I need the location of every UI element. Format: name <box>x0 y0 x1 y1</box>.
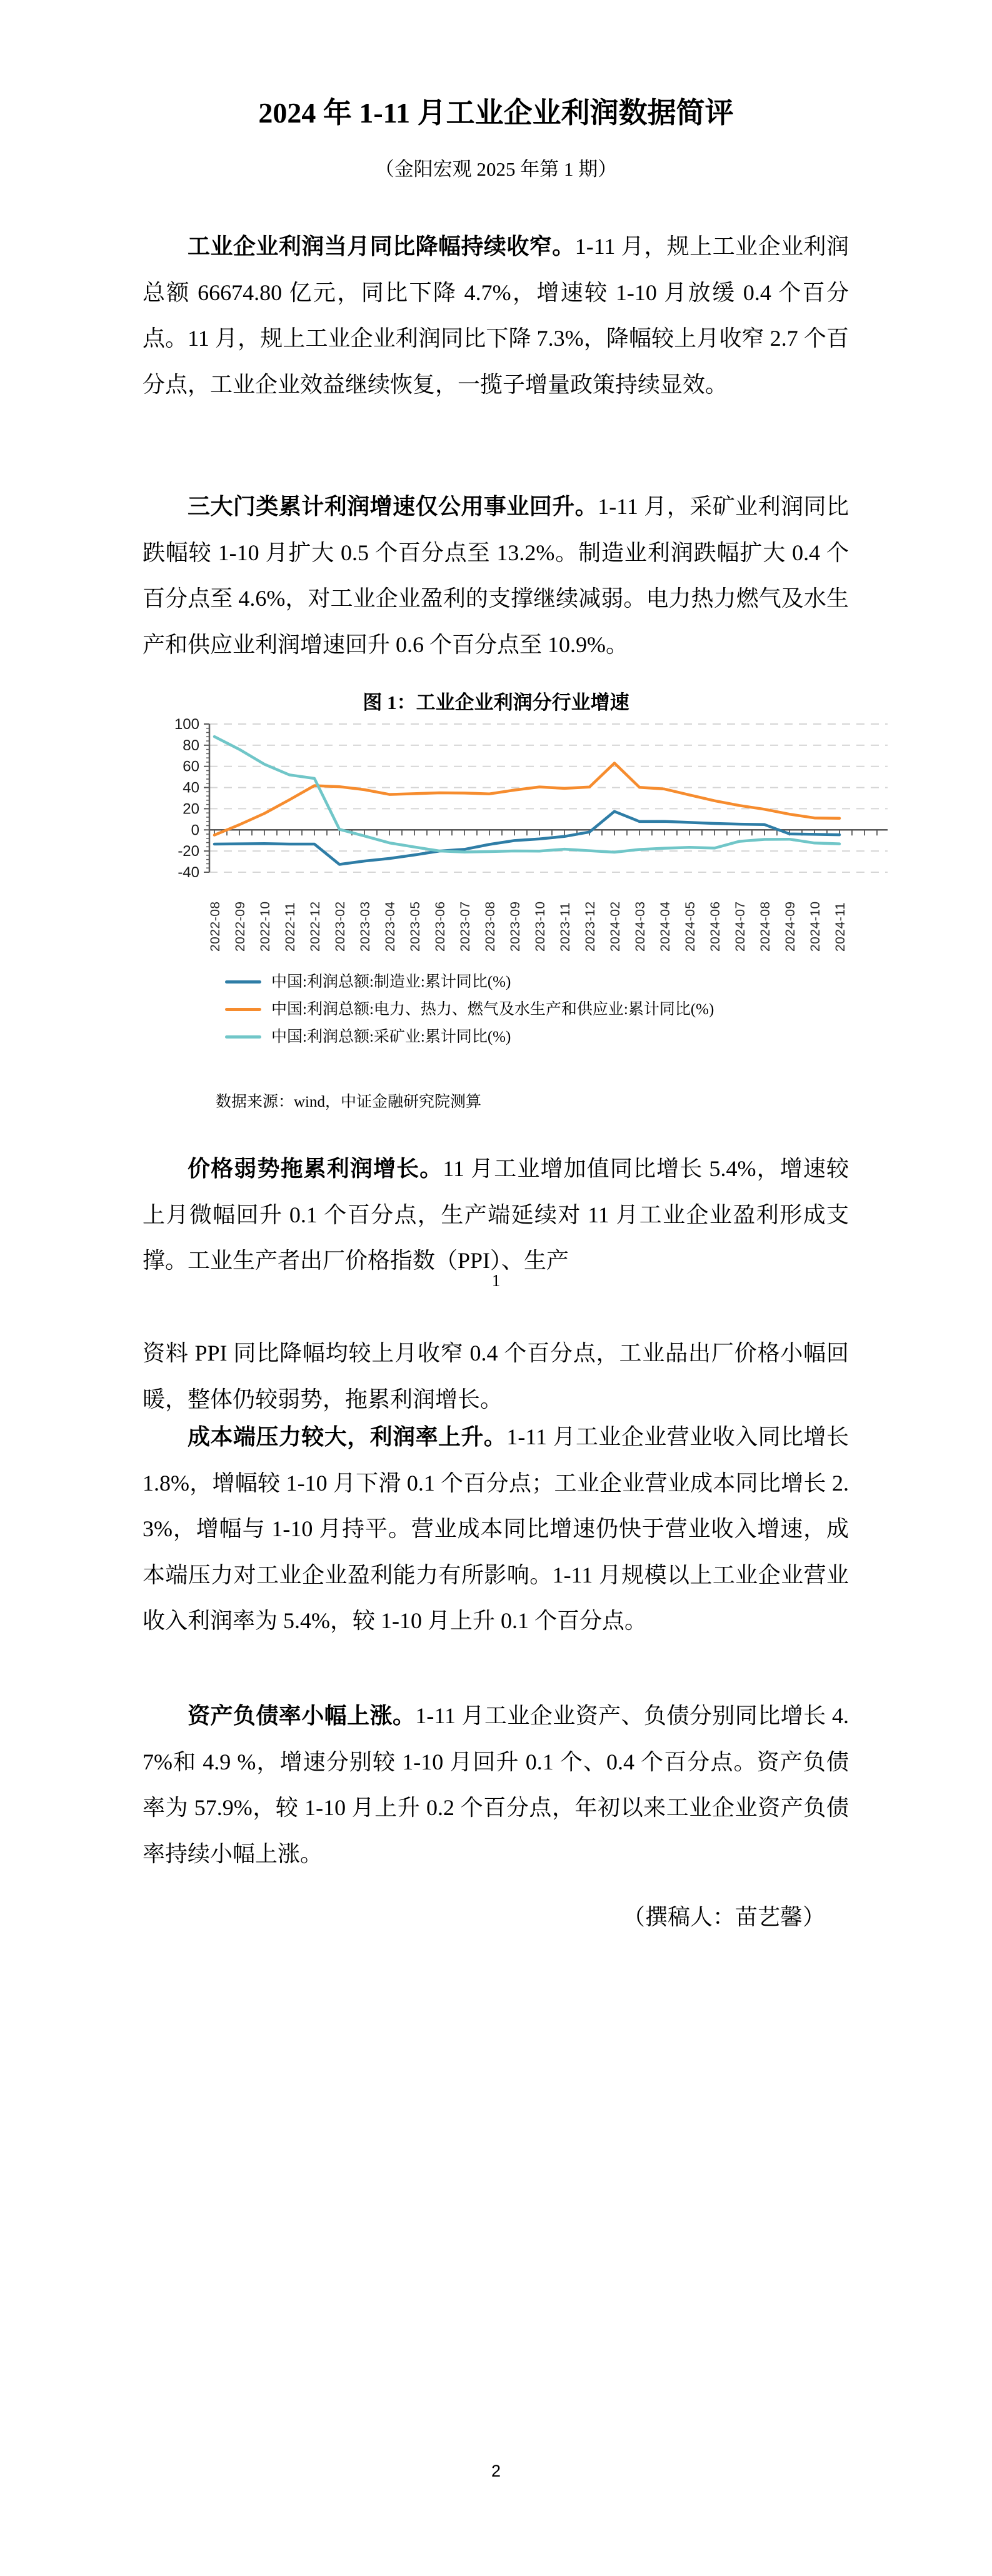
legend-swatch <box>225 980 261 984</box>
y-tick-label: 100 <box>174 716 199 733</box>
series-line <box>214 812 839 865</box>
paragraph-price-drag-part1 <box>143 1146 849 1284</box>
paragraph-profit-overview <box>143 224 849 408</box>
page-number-2: 2 <box>491 2462 501 2480</box>
x-tick-label: 2024-08 <box>758 901 773 952</box>
x-tick-label: 2023-06 <box>433 901 448 952</box>
x-tick-label: 2022-10 <box>258 901 273 952</box>
page-number-1: 1 <box>491 1271 501 1290</box>
legend-item <box>225 995 714 1023</box>
x-tick-label: 2022-11 <box>283 902 298 952</box>
document-title: 2024 年 1-11 月工业企业利润数据简评 <box>258 97 734 129</box>
paragraph-cost-pressure <box>143 1414 849 1644</box>
y-tick-label: 20 <box>183 800 199 818</box>
paragraph-lead: 资产负债率小幅上涨。 <box>188 1703 416 1728</box>
paragraph-lead: 价格弱势拖累利润增长。 <box>188 1156 443 1181</box>
y-tick-label: 0 <box>191 822 199 839</box>
chart-legend <box>225 968 714 1050</box>
x-tick-label: 2024-07 <box>733 901 748 952</box>
x-tick-label: 2023-02 <box>333 901 348 952</box>
y-tick-label: 60 <box>183 758 199 775</box>
x-tick-label: 2023-07 <box>458 901 473 952</box>
x-tick-label: 2024-05 <box>683 901 698 952</box>
figure-title: 图 1：工业企业利润分行业增速 <box>363 692 629 713</box>
x-tick-label: 2023-09 <box>508 901 523 952</box>
x-tick-label: 2023-08 <box>483 901 498 952</box>
x-tick-label: 2023-03 <box>358 901 373 952</box>
legend-label: 中国:利润总额:采矿业:累计同比(%) <box>271 1028 511 1045</box>
chart-svg <box>155 707 911 957</box>
paragraph-text: 1-11 月工业企业营业收入同比增长 1.8%，增幅较 1-10 月下滑 0.1 个百分点；工业企业营业成本同比增长 2.3%，增幅与 1-10 月持平。营业成本同比增速仍快于营业收入增速，成本端压力对工业企业盈利能力有所影响。1-11 月规模以上工业企业营业收入利润率为 5.4%，较 1-10 月上升 0.1 个百分点。 <box>143 1424 849 1633</box>
x-tick-label: 2023-05 <box>408 901 423 952</box>
data-source-note: 数据来源：wind，中证金融研究院测算 <box>216 1094 482 1110</box>
paragraph-text: 11 月工业增加值同比增长 5.4%，增速较上月微幅回升 0.1 个百分点，生产端延续对 11 月工业企业盈利形成支撑。工业生产者出厂价格指数（PPI）、生产 <box>143 1156 849 1273</box>
paragraph-lead: 工业企业利润当月同比降幅持续收窄。 <box>188 234 575 259</box>
paragraph-price-drag-part2 <box>143 1331 849 1422</box>
y-tick-label: 40 <box>183 779 199 797</box>
x-tick-label: 2024-09 <box>783 901 798 952</box>
x-tick-label: 2023-11 <box>558 902 573 952</box>
legend-swatch <box>225 1035 261 1039</box>
author-line: （撰稿人：苗艺馨） <box>622 1904 825 1929</box>
y-tick-label: -40 <box>178 864 199 881</box>
y-tick-label: 80 <box>183 737 199 754</box>
x-tick-label: 2023-04 <box>383 901 398 952</box>
x-tick-label: 2024-06 <box>708 901 723 952</box>
x-tick-label: 2022-12 <box>308 901 323 952</box>
paragraph-three-sectors <box>143 484 849 668</box>
legend-swatch <box>225 1008 261 1011</box>
legend-item <box>225 968 714 995</box>
paragraph-text: 1-11 月，规上工业企业利润总额 66674.80 亿元，同比下降 4.7%，增速较 1-10 月放缓 0.4 个百分点。11 月，规上工业企业利润同比下降 7.3%，降幅较上月收窄 2.7 个百分点，工业企业效益继续恢复，一揽子增量政策持续显效。 <box>143 234 849 397</box>
x-tick-label: 2023-12 <box>583 901 598 952</box>
x-tick-label: 2022-08 <box>208 901 223 952</box>
x-tick-label: 2022-09 <box>233 901 248 952</box>
x-tick-label: 2024-10 <box>808 901 823 952</box>
x-tick-label: 2024-02 <box>608 901 623 952</box>
paragraph-lead: 成本端压力较大，利润率上升。 <box>188 1424 507 1449</box>
paragraph-text: 资料 PPI 同比降幅均较上月收窄 0.4 个百分点，工业品出厂价格小幅回暖，整体仍较弱势，拖累利润增长。 <box>143 1341 849 1412</box>
y-tick-label: -20 <box>178 843 199 860</box>
x-tick-label: 2024-04 <box>658 901 673 952</box>
legend-label: 中国:利润总额:电力、热力、燃气及水生产和供应业:累计同比(%) <box>271 1000 714 1018</box>
x-tick-label: 2024-11 <box>833 902 848 952</box>
paragraph-text: 1-11 月，采矿业利润同比跌幅较 1-10 月扩大 0.5 个百分点至 13.2%。制造业利润跌幅扩大 0.4 个百分点至 4.6%，对工业企业盈利的支撑继续减弱。电力热力燃气及水生产和供应业利润增速回升 0.6 个百分点至 10.9%。 <box>143 494 849 657</box>
profit-growth-line-chart <box>155 707 911 957</box>
x-tick-label: 2023-10 <box>533 901 548 952</box>
paragraph-leverage-ratio <box>143 1693 849 1877</box>
legend-item <box>225 1023 714 1050</box>
legend-label: 中国:利润总额:制造业:累计同比(%) <box>271 973 511 990</box>
paragraph-text: 1-11 月工业企业资产、负债分别同比增长 4.7%和 4.9 %，增速分别较 1-10 月回升 0.1 个、0.4 个百分点。资产负债率为 57.9%，较 1-10 月上升 0.2 个百分点，年初以来工业企业资产负债率持续小幅上涨。 <box>143 1703 849 1866</box>
x-tick-label: 2024-03 <box>633 901 648 952</box>
document-subtitle: （金阳宏观 2025 年第 1 期） <box>374 158 618 180</box>
paragraph-lead: 三大门类累计利润增速仅公用事业回升。 <box>188 494 598 519</box>
